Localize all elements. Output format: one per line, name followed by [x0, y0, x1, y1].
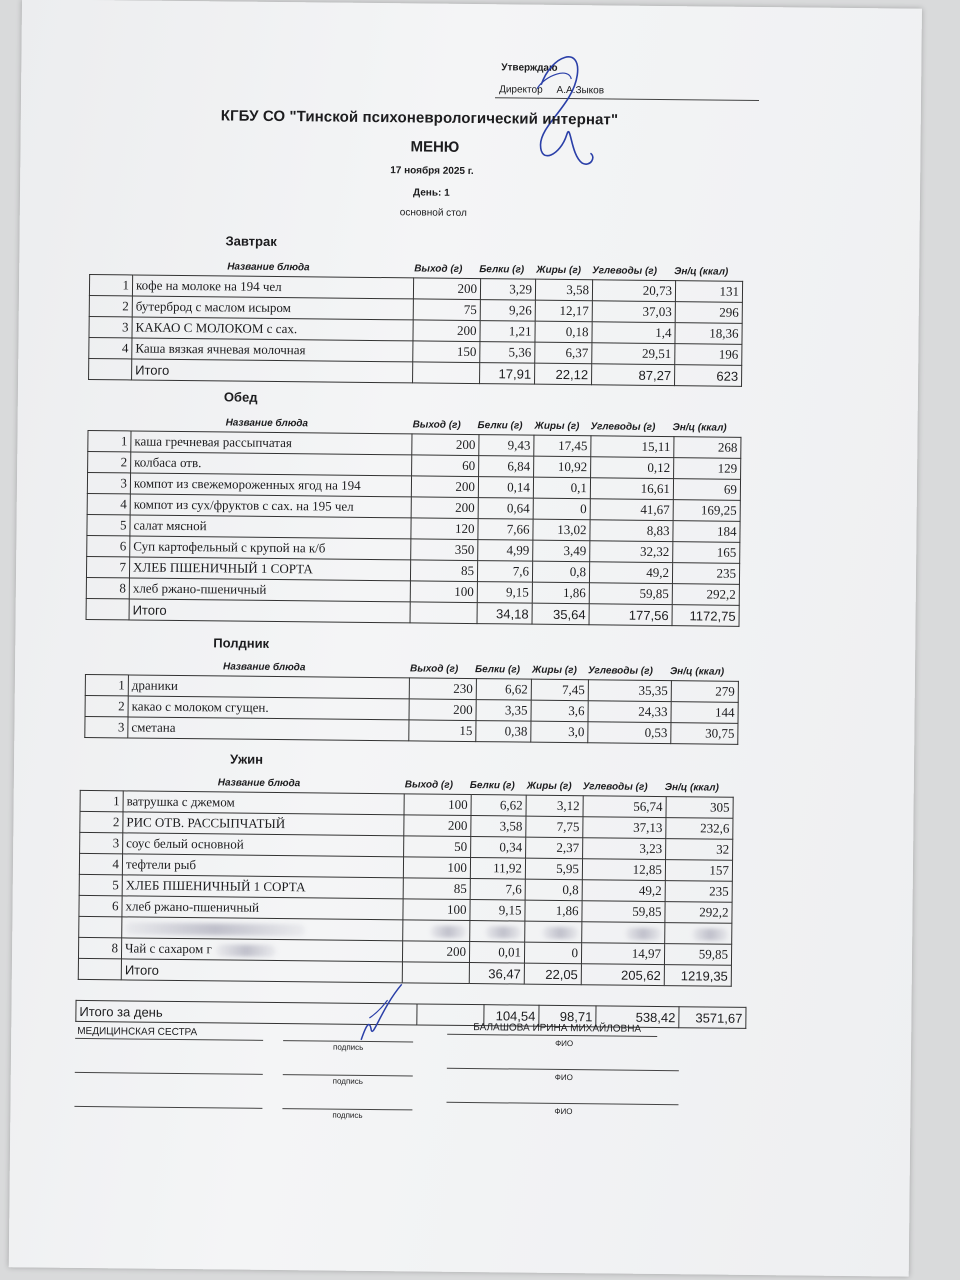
- carbs-cell: 59,85: [589, 583, 672, 605]
- row-number: 5: [79, 874, 122, 895]
- total-fat: 22,12: [535, 363, 592, 385]
- energy-cell: 169,25: [673, 500, 740, 522]
- redacted-mark: [485, 926, 521, 938]
- energy-cell: 235: [665, 881, 732, 903]
- table-kind: основной стол: [399, 207, 467, 219]
- carbs-cell: 59,85: [582, 901, 665, 923]
- dish-name: компот из свежемороженных ягод на 194: [130, 473, 411, 497]
- row-number: 2: [85, 695, 128, 716]
- protein-cell: 9,26: [480, 300, 535, 322]
- total-carbs: 205,62: [581, 964, 664, 986]
- yield-cell: 200: [404, 815, 471, 837]
- protein-cell: 7,6: [470, 879, 525, 901]
- column-header-name: Название блюда: [222, 661, 306, 674]
- carbs-cell: 0,53: [588, 722, 671, 744]
- row-number: 6: [87, 535, 130, 556]
- total-protein: 36,47: [469, 963, 524, 985]
- approve-label: Утверждаю: [501, 62, 558, 74]
- dish-name: тефтели рыб: [122, 854, 403, 878]
- protein-cell: 0,14: [478, 477, 533, 499]
- fat-cell: 13,02: [533, 519, 590, 541]
- menu-table: [88, 274, 743, 387]
- column-header-yield: Выход (г): [414, 263, 463, 275]
- carbs-cell: 3,23: [583, 838, 666, 860]
- dish-name-text: Чай с сахаром г: [125, 940, 212, 957]
- total-energy: 1219,35: [664, 965, 731, 987]
- redacted-mark: [125, 922, 305, 936]
- dish-name: Суп картофельный с крупой на к/б: [130, 536, 411, 560]
- page-title: МЕНЮ: [410, 138, 460, 156]
- menu-document: [9, 0, 922, 1277]
- fat-cell: 1,86: [532, 582, 589, 604]
- total-label: Итого: [132, 359, 413, 383]
- column-header-yield: Выход (г): [412, 419, 461, 431]
- column-header-fat: Жиры (г): [534, 420, 580, 433]
- total-carbs: 87,27: [592, 364, 675, 386]
- energy-cell: 184: [673, 521, 740, 543]
- row-number: [79, 916, 122, 937]
- redacted-mark: [625, 928, 661, 940]
- protein-cell: 11,92: [470, 858, 525, 880]
- energy-cell: 196: [675, 344, 742, 366]
- total-blank: [86, 598, 129, 619]
- carbs-cell: 56,74: [583, 796, 666, 818]
- energy-cell: 30,75: [671, 723, 738, 745]
- yield-cell: 50: [404, 836, 471, 858]
- sign-name-line-3: [74, 1106, 262, 1109]
- carbs-cell: 8,83: [590, 520, 673, 542]
- section-title: Обед: [223, 389, 258, 405]
- protein-cell: 6,62: [471, 795, 526, 817]
- yield-cell: 75: [413, 299, 480, 321]
- fio-line-3: [446, 1102, 678, 1105]
- row-number: 7: [86, 556, 129, 577]
- column-header-carbs: Углеводы (г): [582, 781, 648, 793]
- yield-cell: 200: [412, 434, 479, 456]
- total-yield: [410, 602, 477, 624]
- section-title: Ужин: [230, 751, 264, 767]
- energy-cell: 235: [672, 563, 739, 585]
- row-number: 4: [79, 853, 122, 874]
- carbs-cell: 24,33: [588, 701, 671, 723]
- director-label: Директор: [499, 84, 543, 96]
- energy-cell: 279: [671, 681, 738, 703]
- yield-cell: 100: [410, 581, 477, 603]
- row-number: 2: [88, 452, 131, 473]
- fat-cell: 0,1: [533, 477, 590, 499]
- yield-cell: 350: [411, 539, 478, 561]
- fat-cell: 3,49: [533, 540, 590, 562]
- carbs-cell: 35,35: [588, 680, 671, 702]
- column-header-energy: Эн/ц (ккал): [672, 422, 727, 434]
- yield-cell: 60: [412, 455, 479, 477]
- carbs-cell: 16,61: [590, 478, 673, 500]
- fat-cell: 0,8: [532, 561, 589, 583]
- row-number: 3: [89, 317, 132, 338]
- row-number: 1: [89, 275, 132, 296]
- protein-cell: 1,21: [480, 321, 535, 343]
- fio-label-2: ФИО: [554, 1072, 573, 1083]
- fio-label-1: ФИО: [555, 1038, 574, 1049]
- protein-cell: 4,99: [478, 540, 533, 562]
- column-header-carbs: Углеводы (г): [592, 265, 658, 277]
- protein-cell: 3,58: [471, 816, 526, 838]
- fat-cell: 0,18: [535, 321, 592, 343]
- row-number: 3: [80, 832, 123, 853]
- nurse-underline: [75, 1038, 263, 1041]
- column-header-protein: Белки (г): [474, 664, 521, 676]
- carbs-cell: 32,32: [590, 541, 673, 563]
- dish-name: салат мясной: [130, 515, 411, 539]
- nurse-signature-icon: [351, 978, 412, 1049]
- fat-cell: 0: [533, 498, 590, 520]
- yield-cell: 150: [413, 341, 480, 363]
- column-header-fat: Жиры (г): [531, 664, 577, 677]
- fio-line-2: [447, 1068, 679, 1071]
- protein-cell: [470, 921, 525, 943]
- protein-cell: 9,15: [477, 582, 532, 604]
- nurse-name: БАЛАШОВА ИРИНА МИХАЙЛОВНА: [473, 1022, 642, 1035]
- dish-name: [122, 917, 403, 941]
- fat-cell: 7,45: [531, 679, 588, 701]
- column-header-name: Название блюда: [225, 417, 309, 430]
- menu-table: [84, 674, 739, 745]
- carbs-cell: 20,73: [592, 280, 675, 302]
- column-header-carbs: Углеводы (г): [587, 665, 653, 677]
- yield-cell: 200: [402, 941, 469, 963]
- column-header-yield: Выход (г): [404, 779, 454, 791]
- carbs-cell: 37,13: [583, 817, 666, 839]
- redacted-mark: [542, 927, 578, 939]
- fat-cell: 0,8: [525, 879, 582, 901]
- protein-cell: 3,35: [476, 700, 531, 722]
- total-label: Итого: [129, 599, 410, 623]
- dish-name: компот из сух/фруктов с сах. на 195 чел: [130, 494, 411, 518]
- energy-cell: 32: [666, 839, 733, 861]
- day-total-carbs: 538,42: [596, 1006, 679, 1028]
- yield-cell: 85: [410, 560, 477, 582]
- yield-cell: 15: [409, 720, 476, 742]
- dish-name: сметана: [128, 717, 409, 741]
- redacted-mark: [692, 928, 728, 940]
- dish-name: бутерброд с маслом исыром: [132, 296, 413, 320]
- column-header-fat: Жиры (г): [536, 264, 582, 277]
- row-number: 5: [87, 514, 130, 535]
- nurse-label: МЕДИЦИНСКАЯ СЕСТРА: [77, 1025, 198, 1039]
- total-yield: [402, 962, 469, 984]
- energy-cell: 232,6: [666, 818, 733, 840]
- column-header-carbs: Углеводы (г): [590, 421, 656, 433]
- fat-cell: 3,0: [531, 721, 588, 743]
- fat-cell: 10,92: [534, 456, 591, 478]
- total-protein: 34,18: [477, 603, 532, 625]
- fat-cell: 3,12: [526, 795, 583, 817]
- dish-name: какао с молоком сгущен.: [128, 696, 409, 720]
- column-header-protein: Белки (г): [469, 780, 515, 792]
- dish-name: хлеб ржано-пшеничный: [122, 896, 403, 920]
- dish-name: ХЛЕБ ПШЕНИЧНЫЙ 1 СОРТА: [122, 875, 403, 899]
- fat-cell: 2,37: [526, 837, 583, 859]
- menu-day: День: 1: [412, 187, 450, 199]
- row-number: 1: [85, 674, 128, 695]
- energy-cell: [665, 923, 732, 945]
- energy-cell: 18,36: [675, 323, 742, 345]
- organization-title: КГБУ СО "Тинской психоневрологический интернат": [220, 107, 619, 129]
- row-number: 1: [88, 431, 131, 452]
- row-number: 6: [79, 895, 122, 916]
- director-name: А.А.Зыков: [556, 84, 605, 97]
- total-blank: [89, 359, 132, 380]
- redacted-mark: [216, 944, 276, 957]
- protein-cell: 5,36: [480, 342, 535, 364]
- carbs-cell: 41,67: [590, 499, 673, 521]
- fat-cell: [525, 921, 582, 943]
- fat-cell: 3,6: [531, 700, 588, 722]
- total-energy: 1172,75: [672, 605, 739, 627]
- energy-cell: 292,2: [665, 902, 732, 924]
- column-header-protein: Белки (г): [477, 420, 523, 432]
- energy-cell: 131: [675, 281, 742, 303]
- carbs-cell: 49,2: [582, 880, 665, 902]
- yield-cell: 85: [403, 878, 470, 900]
- dish-name: колбаса отв.: [131, 452, 412, 476]
- sign-label-3: подпись: [332, 1110, 363, 1120]
- total-fat: 22,05: [524, 963, 581, 985]
- fat-cell: 1,86: [525, 900, 582, 922]
- day-total-protein: 104,54: [484, 1005, 539, 1027]
- dish-name: ватрушка с джемом: [123, 791, 404, 815]
- energy-cell: 165: [673, 542, 740, 564]
- carbs-cell: 49,2: [589, 562, 672, 584]
- yield-cell: 200: [409, 699, 476, 721]
- day-total-energy: 3571,67: [679, 1007, 746, 1029]
- protein-cell: 7,66: [478, 519, 533, 541]
- row-number: 3: [85, 716, 128, 737]
- energy-cell: 69: [673, 479, 740, 501]
- protein-cell: 9,43: [479, 435, 534, 457]
- yield-cell: 230: [409, 678, 476, 700]
- menu-table: [78, 790, 734, 987]
- yield-cell: 100: [403, 857, 470, 879]
- column-header-yield: Выход (г): [409, 663, 459, 675]
- dish-name: РИС ОТВ. РАССЫПЧАТЫЙ: [123, 812, 404, 836]
- redacted-mark: [430, 926, 466, 938]
- row-number: 1: [80, 790, 123, 811]
- carbs-cell: 37,03: [592, 301, 675, 323]
- fat-cell: 5,95: [525, 858, 582, 880]
- row-number: 4: [87, 493, 130, 514]
- dish-name: [121, 938, 402, 962]
- day-total-fat: 98,71: [539, 1005, 596, 1027]
- menu-date: 17 ноября 2025 г.: [390, 165, 474, 178]
- protein-cell: 7,6: [477, 561, 532, 583]
- carbs-cell: 29,51: [592, 343, 675, 365]
- row-number: 8: [78, 937, 121, 958]
- protein-cell: 6,62: [476, 679, 531, 701]
- energy-cell: 305: [666, 797, 733, 819]
- yield-cell: 200: [411, 497, 478, 519]
- column-header-energy: Эн/ц (ккал): [664, 782, 719, 794]
- fat-cell: 12,17: [535, 300, 592, 322]
- energy-cell: 144: [671, 702, 738, 724]
- fat-cell: 6,37: [535, 342, 592, 364]
- column-header-energy: Эн/ц (ккал): [669, 666, 725, 678]
- column-header-fat: Жиры (г): [526, 780, 572, 793]
- dish-name: хлеб ржано-пшеничный: [129, 578, 410, 602]
- row-number: 3: [87, 473, 130, 494]
- protein-cell: 0,34: [471, 837, 526, 859]
- total-protein: 17,91: [480, 363, 535, 385]
- dish-name: КАКАО С МОЛОКОМ с сах.: [132, 317, 413, 341]
- total-fat: 35,64: [532, 603, 589, 625]
- dish-name: ХЛЕБ ПШЕНИЧНЫЙ 1 СОРТА: [129, 557, 410, 581]
- total-energy: 623: [675, 365, 742, 387]
- dish-name: Каша вязкая ячневая молочная: [132, 338, 413, 362]
- total-yield: [413, 362, 480, 384]
- total-blank: [78, 958, 121, 979]
- carbs-cell: [582, 922, 665, 944]
- row-number: 2: [89, 296, 132, 317]
- fat-cell: 17,45: [534, 435, 591, 457]
- fat-cell: 0: [524, 942, 581, 964]
- row-number: 4: [89, 338, 132, 359]
- energy-cell: 296: [675, 302, 742, 324]
- day-total-label: Итого за день: [76, 1000, 417, 1025]
- carbs-cell: 15,11: [591, 436, 674, 458]
- dish-name: кофе на молоке на 194 чел: [132, 275, 413, 299]
- fat-cell: 3,58: [535, 279, 592, 301]
- yield-cell: [403, 920, 470, 942]
- column-header-name: Название блюда: [217, 777, 301, 790]
- protein-cell: 0,38: [476, 721, 531, 743]
- carbs-cell: 0,12: [591, 457, 674, 479]
- protein-cell: 9,15: [470, 900, 525, 922]
- yield-cell: 100: [404, 794, 471, 816]
- dish-name: драники: [128, 675, 409, 699]
- yield-cell: 200: [411, 476, 478, 498]
- column-header-name: Название блюда: [227, 261, 310, 274]
- protein-cell: 6,84: [479, 456, 534, 478]
- protein-cell: 0,01: [469, 942, 524, 964]
- energy-cell: 268: [674, 437, 741, 459]
- total-label: Итого: [121, 959, 402, 983]
- total-carbs: 177,56: [589, 604, 672, 626]
- menu-table: [86, 430, 742, 627]
- column-header-energy: Эн/ц (ккал): [674, 266, 729, 278]
- dish-name: каша гречневая рассыпчатая: [131, 431, 412, 455]
- energy-cell: 59,85: [664, 944, 731, 966]
- protein-cell: 3,29: [480, 279, 535, 301]
- yield-cell: 200: [413, 278, 480, 300]
- column-header-protein: Белки (г): [479, 264, 525, 276]
- section-title: Полдник: [213, 635, 270, 651]
- protein-cell: 0,64: [478, 498, 533, 520]
- sign-label-1: подпись: [333, 1042, 364, 1052]
- yield-cell: 100: [403, 899, 470, 921]
- row-number: 2: [80, 811, 123, 832]
- energy-cell: 157: [665, 860, 732, 882]
- yield-cell: 120: [411, 518, 478, 540]
- row-number: 8: [86, 577, 129, 598]
- fio-label-3: ФИО: [554, 1106, 573, 1117]
- yield-cell: 200: [413, 320, 480, 342]
- carbs-cell: 1,4: [592, 322, 675, 344]
- sign-label-2: подпись: [332, 1076, 364, 1086]
- section-title: Завтрак: [225, 233, 277, 249]
- dish-name: соус белый основной: [123, 833, 404, 857]
- sign-name-line-2: [75, 1072, 263, 1075]
- carbs-cell: 14,97: [581, 943, 664, 965]
- carbs-cell: 12,85: [582, 859, 665, 881]
- energy-cell: 292,2: [672, 584, 739, 606]
- energy-cell: 129: [674, 458, 741, 480]
- fat-cell: 7,75: [526, 816, 583, 838]
